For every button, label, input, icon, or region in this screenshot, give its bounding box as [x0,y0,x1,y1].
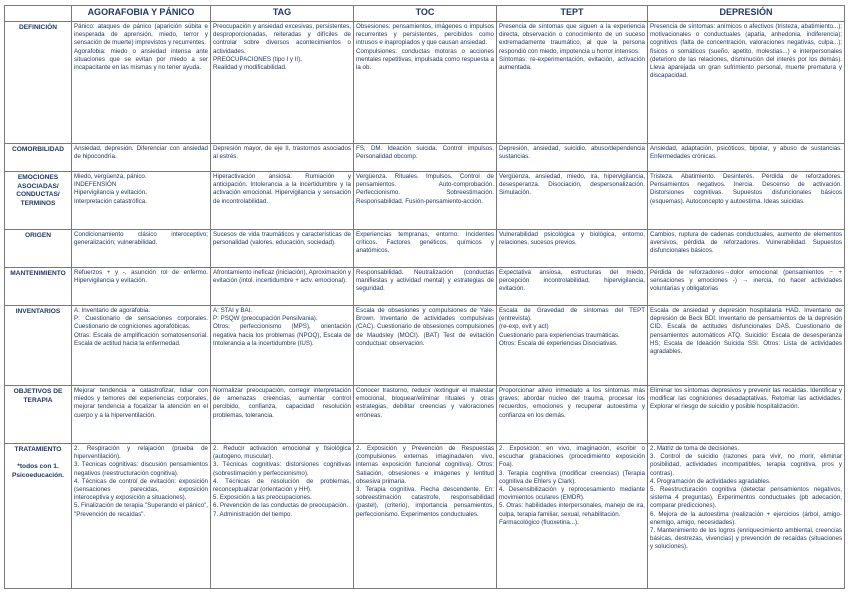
row-objetivos [5,386,845,444]
cell-tag: Preocupación y ansiedad excesivas, persistentes, desproporcionadas, reiteradas y difíciles de controlar sobre diversos acontecimientos o actividades. PREOCUPACIONES (tipo I y II). Realidad y modificabilidad. [211,22,354,144]
cell-tept: Vulnerabilidad psicológica y biológica, entorno, relaciones, sucesos previos. [497,230,648,268]
comparison-table-wrapper [4,5,844,589]
cell-tept: Proporcionar alivio inmediato a los síntomas más graves; abordar núcleo del trauma, procesar los recuerdos, emociones y recuperar autoestima y confianza en los demás. [497,386,648,444]
cell-tept: Presencia de síntomas que siguen a la experiencia directa, observación o conocimiento de un suceso extremadamente traumático, al que la persona respondió con miedo, impotencia u horror intensos. Síntomas: re-experimentación, evitación, activación aumentada. [497,22,648,144]
cell-tag: Depresión mayor, de eje II, trastornos asociados al estrés. [211,144,354,172]
cell-agorafobia: Condicionamiento clásico interoceptivo; generalización; vulnerabilidad. [72,230,211,268]
row-label: ORIGEN [5,230,72,268]
cell-depresion: Escala de ansiedad y depresión hospitalaria HAD. Inventario de depresión de Beck BDI. Inventario de pensamientos de la depresión CID. Escala de actitudes disfuncionales DAS. Cuestionario de pensamientos automáticos ATQ. Suicidio: Escala de desesperanza HS; Escala de Ideación Suicida SSI. Otros: Lista de actividades agradables. [648,306,845,386]
row-definicion [5,22,845,144]
cell-agorafobia: Refuerzos + y -, asunción rol de enfermo. Hipervigilancia y evitación. [72,268,211,306]
cell-tept: 2. Exposición: en vivo, imaginación, escribir o escuchar grabaciones (procedimiento exposición Foa). 3. Terapia cognitiva (modificar creencias) (Terapia cognitiva de Ehlers y Clark). 4. Desensibilización y reprocesamiento mediante movimientos oculares (EMDR). 5. Otras: habilidades interpersonales, manejo de ira, culpa, terapia familiar, sexual, rehabilitación. Farmacológico (fluoxetina...). [497,444,648,589]
cell-depresion: Ansiedad, adaptación, psicóticos, bipolar, y abuso de sustancias. Enfermedades crónicas. [648,144,845,172]
cell-toc: Escala de obsesiones y compulsiones de Yale-Brown. Inventario de actividades compulsivas (CAC). Cuestionario de obsesiones compulsiones de Maudsley (MOCI). (BAT) Test de evitación conductual: observación. [354,306,497,386]
cell-toc: Conocer trastorno, reducir /extinguir el malestar emocional, bloquear/eliminar rituales y otras estrategias, debilitar creencias y valoraciones erróneas. [354,386,497,444]
column-header-depresion: DEPRESIÓN [648,6,845,22]
cell-tag: 2. Reducir activación emocional y fisiológica (autogeno, muscular). 3. Técnicas cognitivas: distorsiones cognitivas (sobrestimación y perfeccionismo). 4. Técnicas de resolución de problemas, reconceptualizar (orientación y HH). 5. Exposición a las preocupaciones. 6. Prevención de las conductas de preocupación. 7. Administración del tiempo. [211,444,354,589]
disorders-comparison-table [4,5,845,589]
column-header-agorafobia: AGORAFOBIA Y PÁNICO [72,6,211,22]
row-label: TRATAMIENTO *todos con 1. Psicoeducación. [5,444,72,589]
cell-toc: Experiencias tempranas, entorno. Incidentes críticos. Factores genéticos, químicos y anatómicos. [354,230,497,268]
cell-tag: Afrontamiento ineficaz (iniciación), Aproximación y evitación (intol. incertidumbre + actv. emocional). [211,268,354,306]
cell-depresion: Tristeza. Abatimiento. Desinterés. Pérdida de reforzadores. Pensamientos negativos. Inercia. Descenso de activación. Distorsiones cognitivas. Supuestos disfuncionales básicos (esquemas). Autoconcepto y autoestima. Ideas suicidas. [648,172,845,230]
cell-tag: Hiperactivación ansiosa. Rumiación y anticipación. Intolerancia a la incertidumbre y la activación emocional. Hipervigilancia y sensación de incontrolabilidad. [211,172,354,230]
cell-toc: Responsabilidad. Neutralización (conductas manifiestas y actividad mental) y estrategias de seguridad. [354,268,497,306]
cell-toc: 2. Exposición y Prevención de Respuestas (compulsiones externas imaginada/en vivo, internas exposición funcional cognitiva). Otros: Satiación, obsesiones e imágenes y lentitud obsesiva primaria. 3. Terapia cognitiva. Flecha descendente. En: sobreestimación catastrofe, responsabilidad (pastel), (criterio), importancia pensamientos, perfeccionismo. Experimentos conductuales. [354,444,497,589]
cell-agorafobia: Mejorar tendencia a catastrofizar, lidiar con miedos y temores del experiencias corporales, mejorar tendencia a focalizar la atención en el cuerpo y a la hiperventilación. [72,386,211,444]
column-header-tept: TEPT [497,6,648,22]
cell-depresion: Cambios, ruptura de cadenas conductuales, aumento de elementos aversivos, pérdida de reforzadores. Vulnerabilidad. Supuestos disfuncionales básicos. [648,230,845,268]
row-label: MANTENIMIENTO [5,268,72,306]
row-emociones [5,172,845,230]
cell-agorafobia: A: Inventario de agorafobia. P: Cuestionario de sensaciones corporales. Cuestionario de cogniciones agorafóbicas. Otras: Escala de amplificación somatosensorial. Escala de actitud hacia la enfermedad. [72,306,211,386]
cell-tept: Vergüenza, ansiedad, miedo, ira, hipervigilancia, desesperanza. Disociación, despersonalización. Simulación. [497,172,648,230]
cell-agorafobia: 2. Respiración y relajación (prueba de hiperventilación). 3. Técnicas cognitivas: discusión pensamientos negativos (reestructuración cognitiva). 4. Técnicas de control de evitación: exposición (sensaciones parecidas, exposición interoceptiva y exposición a situaciones). 5. Finalización de terapia "Superando el pánico", "Prevención de recaídas". [72,444,211,589]
cell-tept: Expectativa ansiosa, estructuras del miedo, percepción incontrolabilidad, hipervigilancia, evitación. [497,268,648,306]
cell-tag: Sucesos de vida traumáticos y características de personalidad (valores, educación, sociedad). [211,230,354,268]
row-inventarios [5,306,845,386]
cell-agorafobia: Miedo, vergüenza, pánico. INDEFENSIÓN Hipervigilancia y evitación. Interpretación catastrófica. [72,172,211,230]
row-comorbilidad [5,144,845,172]
cell-toc: FS, DM. Ideación suicida. Control impulsos. Personalidad obcomp. [354,144,497,172]
cell-depresion: Pérdida de reforzadores→dolor emocional (pensamientos − + sensaciones y emociones -) → inercia, no hacer actividades voluntarias y obligatorias [648,268,845,306]
cell-tept: Escala de Gravedad de síntomas del TEPT (entrevista). (re-exp, evit y act) Cuestionario para experiencias traumáticas. Otros: Escala de experiencias Disociativas. [497,306,648,386]
row-label: INVENTARIOS [5,306,72,386]
column-header-toc: TOC [354,6,497,22]
cell-depresion: Eliminar los síntomas depresivos y prevenir las recaídas. Identificar y modificar las cogniciones desadaptativas. Retomar las actividades. Explorar el riesgo de suicidio y posible hospitalización. [648,386,845,444]
row-label: OBJETIVOS DE TERAPIA [5,386,72,444]
row-mantenimiento [5,268,845,306]
cell-depresion: 2. Matriz de toma de decisiones. 3. Control de suicidio (razones para vivir, no morir, eliminar posibilidad, actividades incompatibles, terapia cognitiva, pros y contras). 4. Programación de actividades agradables. 5. Reestructuración cognitiva (detectar pensamientos negativos, sistema 4 preguntas). Experimentos conductuales (pb adecación, comparar predicciones). 6. Mejora de la autoestima (realización + ejercicios (árbol, amigo-enemigo, amigo, necesidades). 7. Mantenimiento de los logros (enriquecimiento ambiental, creencias básicas, destrezas, vivencias) y prevención de recaídas (situaciones y soluciones). [648,444,845,589]
column-header-tag: TAG [211,6,354,22]
cell-toc: Vergüenza. Rituales. Impulsos. Control de pensamientos. Auto-comprobación. Perfeccionismo. Sobreestimación. Responsabilidad. Fusión-pensamiento-acción. [354,172,497,230]
cell-toc: Obsesiones: pensamientos, imágenes o impulsos recurrentes y persistentes, percibidos como intrusos e inapropiados y que causan ansiedad. Compulsiones: conductas motoras o acciones mentales repetitivas, impulsada como respuesta a la ob. [354,22,497,144]
row-label: DEFINICIÓN [5,22,72,144]
cell-tept: Depresión, ansiedad, suicidio, abuso/dependencia sustancias. [497,144,648,172]
row-label: EMOCIONES ASOCIADAS/ CONDUCTAS/ TERMINOS [5,172,72,230]
row-origen [5,230,845,268]
header-row [5,6,845,22]
row-tratamiento [5,444,845,589]
cell-agorafobia: Pánico: ataques de pánico (aparición súbita e inesperada de aprensión, miedo, terror y sensación de muerte) imprevistos y recurrentes. Agorafobia: miedo o ansiedad intensa ante situaciones que se evitan por miedo a ser incapacitante en las mismas y no tener ayuda. [72,22,211,144]
row-label: COMORBILIDAD [5,144,72,172]
cell-depresion: Presencia de síntomas: anímicos o afectivos (tristeza, abatimiento...); motivacionales o conductuales (apatía, anhedonia, indiferencia); cognitivos (falta de concentración, valoraciones negativas, culpa...); físicos o somáticos (sueño, apetito, molestias...) e interpersonales (deterioro de las relaciones, disminución del interés por los demás). Lleva aparejada un gran sufrimiento personal, muerte prematura y discapacidad. [648,22,845,144]
corner-header [5,6,72,22]
cell-agorafobia: Ansiedad, depresión. Diferenciar con ansiedad de hipocondría. [72,144,211,172]
cell-tag: Normalizar preocupación, corregir interpretación de amenazas creencias, aumentar control percibido, confianza, capacidad resolución problemas, tolerancia. [211,386,354,444]
cell-tag: A: STAI y BAI. P: PSQW (preocupación Pensilvania). Otros: perfeccionismo (MPS), orientación negativa hacia los problemas (NPOQ), Escala de Intolerancia a la incertidumbre (IUS). [211,306,354,386]
